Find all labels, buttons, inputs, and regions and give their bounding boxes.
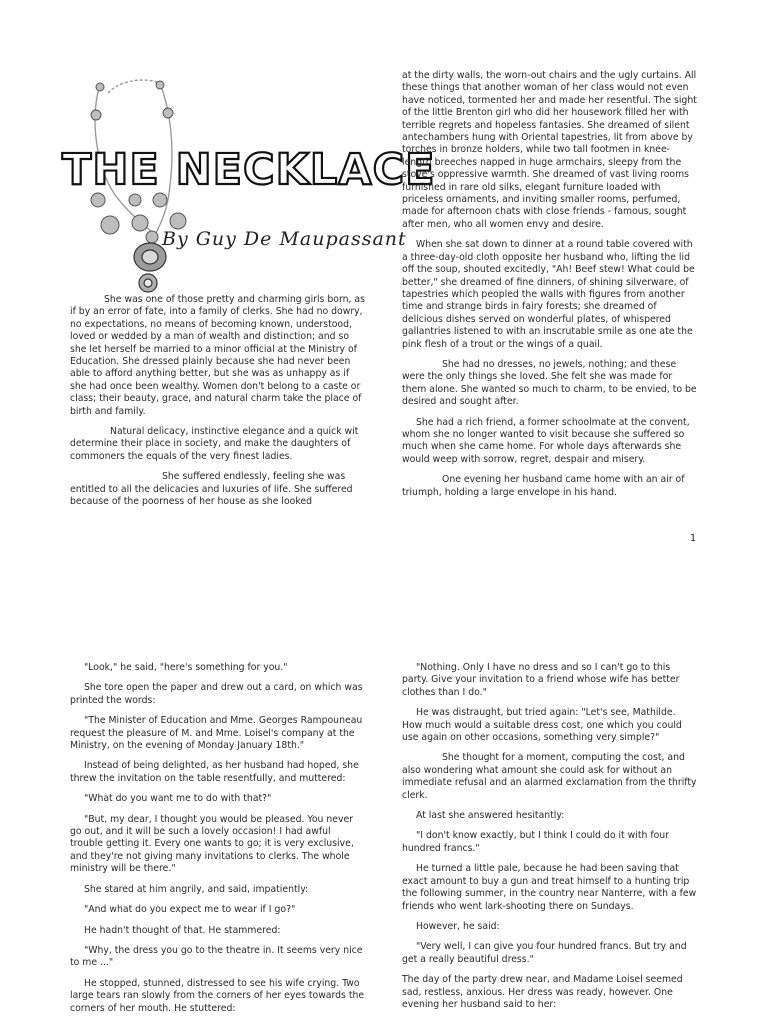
page-number: 1 [690,533,697,544]
paragraph: Natural delicacy, instinctive elegance and a quick wit determine their place in society, and make the daughters of commoners the equals of the very finest ladies. [70,426,359,462]
paragraph: However, he said: [416,920,500,932]
paragraph: She had a rich friend, a former schoolmate at the convent, whom she no longer wanted to visit because she suffered so much when she came home. For whole days afterwards she would weep with sorrow, regret, despair and misery. [402,416,690,465]
paragraph: "And what do you expect me to wear if I go?" [84,904,296,916]
left-column [70,294,366,517]
right-column [402,70,698,507]
paragraph: She thought for a moment, computing the cost, and also wondering what amount she could ask for without an immediate refusal and an alarmed exclamation from the thrifty clerk. [402,752,697,801]
paragraph: He hadn't thought of that. He stammered: [84,924,281,936]
paragraph: "Look," he said, "here's something for you." [84,662,288,673]
paragraph: "Very well, I can give you four hundred francs. But try and get a really beautiful dress." [402,941,687,965]
document-page-2 [0,650,768,1024]
paragraph: She tore open the paper and drew out a card, on which was printed the words: [70,682,363,706]
paragraph: He was distraught, but tried again: "Let's see, Mathilde. How much would a suitable dress cost, one which you could use again on other occasions, something very simple?" [402,707,682,744]
paragraph: He turned a little pale, because he had been saving that exact amount to buy a gun and treat himself to a hunting trip the following summer, in the country near Nanterre, with a few friends who went lark-shooting there on Sundays. [402,863,697,912]
left-column [70,662,366,1023]
paragraph: The day of the party drew near, and Madame Loisel seemed sad, restless, anxious. Her dress was ready, however. One evening her husband said to her: [402,974,683,1010]
paragraph: When she sat down to dinner at a round table covered with a three-day-old cloth opposite her husband who, lifting the lid off the soup, shouted excitedly, "Ah! Beef stew! What could be better," she dreamed of fine dinners, of shining silverware, of tapestries which peopled the walls with figures from another time and strange birds in fairy forests; she dreamed of delicious dishes served on wonderful plates, of whispered gallantries listened to with an inscrutable smile as one ate the pink flesh of a trout or the wings of a quail. [402,239,695,350]
paragraph: One evening her husband came home with an air of triumph, holding a large envelope in his hand. [402,474,685,498]
page-gap [0,600,768,650]
paragraph: Instead of being delighted, as her husband had hoped, she threw the invitation on the table resentfully, and muttered: [70,760,359,784]
paragraph: "I don't know exactly, but I think I could do it with four hundred francs." [402,830,669,854]
paragraph: She stared at him angrily, and said, impatiently: [84,883,309,895]
paragraph: She suffered endlessly, feeling she was entitled to all the delicacies and luxuries of life. She suffered because of the poorness of her house as she looked [70,471,353,508]
author-byline: By Guy De Maupassant [162,228,407,250]
paragraph: "What do you want me to do with that?" [84,793,272,805]
paragraph: At last she answered hesitantly: [416,810,565,822]
paragraph: "Why, the dress you go to the theatre in. It seems very nice to me ..." [70,944,363,969]
right-column [402,662,698,1019]
paragraph: "The Minister of Education and Mme. Georges Rampouneau request the pleasure of M. and Mme. Loisel's company at the Ministry, on the evening of Monday January 18th." [70,715,363,752]
document-title: THE NECKLACE [62,145,436,195]
paragraph: at the dirty walls, the worn-out chairs and the ugly curtains. All these things that another woman of her class would not even have noticed, tormented her and made her resentful. The sight of the little Brenton girl who did her housework filled her with terrible regrets and hopeless fantasies. She dreamed of silent antechambers hung with Oriental tapestries, lit from above by torches in bronze holders, while two tall footmen in knee-length breeches napped in huge armchairs, sleepy from the stove's oppressive warmth. She dreamed of vast living rooms furnished in rare old silks, elegant furniture loaded with priceless ornaments, and inviting smaller rooms, perfumed, made for afternoon chats with close friends - famous, sought after men, who all women envy and desire. [402,70,697,230]
paragraph: She was one of those pretty and charming girls born, as if by an error of fate, into a family of clerks. She had no dowry, no expectations, no means of becoming known, understood, loved or wedded by a man of wealth and distinction; and so she let herself be married to a minor official at the Ministry of Education. She dressed plainly because she had never been able to afford anything better, but she was as unhappy as if she had once been wealthy. Women don't belong to a caste or class; their beauty, grace, and natural charm take the place of birth and family. [70,294,365,417]
paragraph: "Nothing. Only I have no dress and so I can't go to this party. Give your invitation to a friend whose wife has better clothes than I do." [402,662,680,698]
paragraph: "But, my dear, I thought you would be pleased. You never go out, and it will be such a lovely occasion! I had awful trouble getting it. Every one wants to go; it is very exclusive, and they're not giving many invitations to clerks. The whole ministry will be there." [70,813,354,875]
paragraph: He stopped, stunned, distressed to see his wife crying. Two large tears ran slowly from the corners of her eyes towards the corners of her mouth. He stuttered: [70,977,365,1014]
paragraph: She had no dresses, no jewels, nothing; and these were the only things she loved. She felt she was made for them alone. She wanted so much to charm, to be envied, to be desired and sought after. [402,358,697,408]
